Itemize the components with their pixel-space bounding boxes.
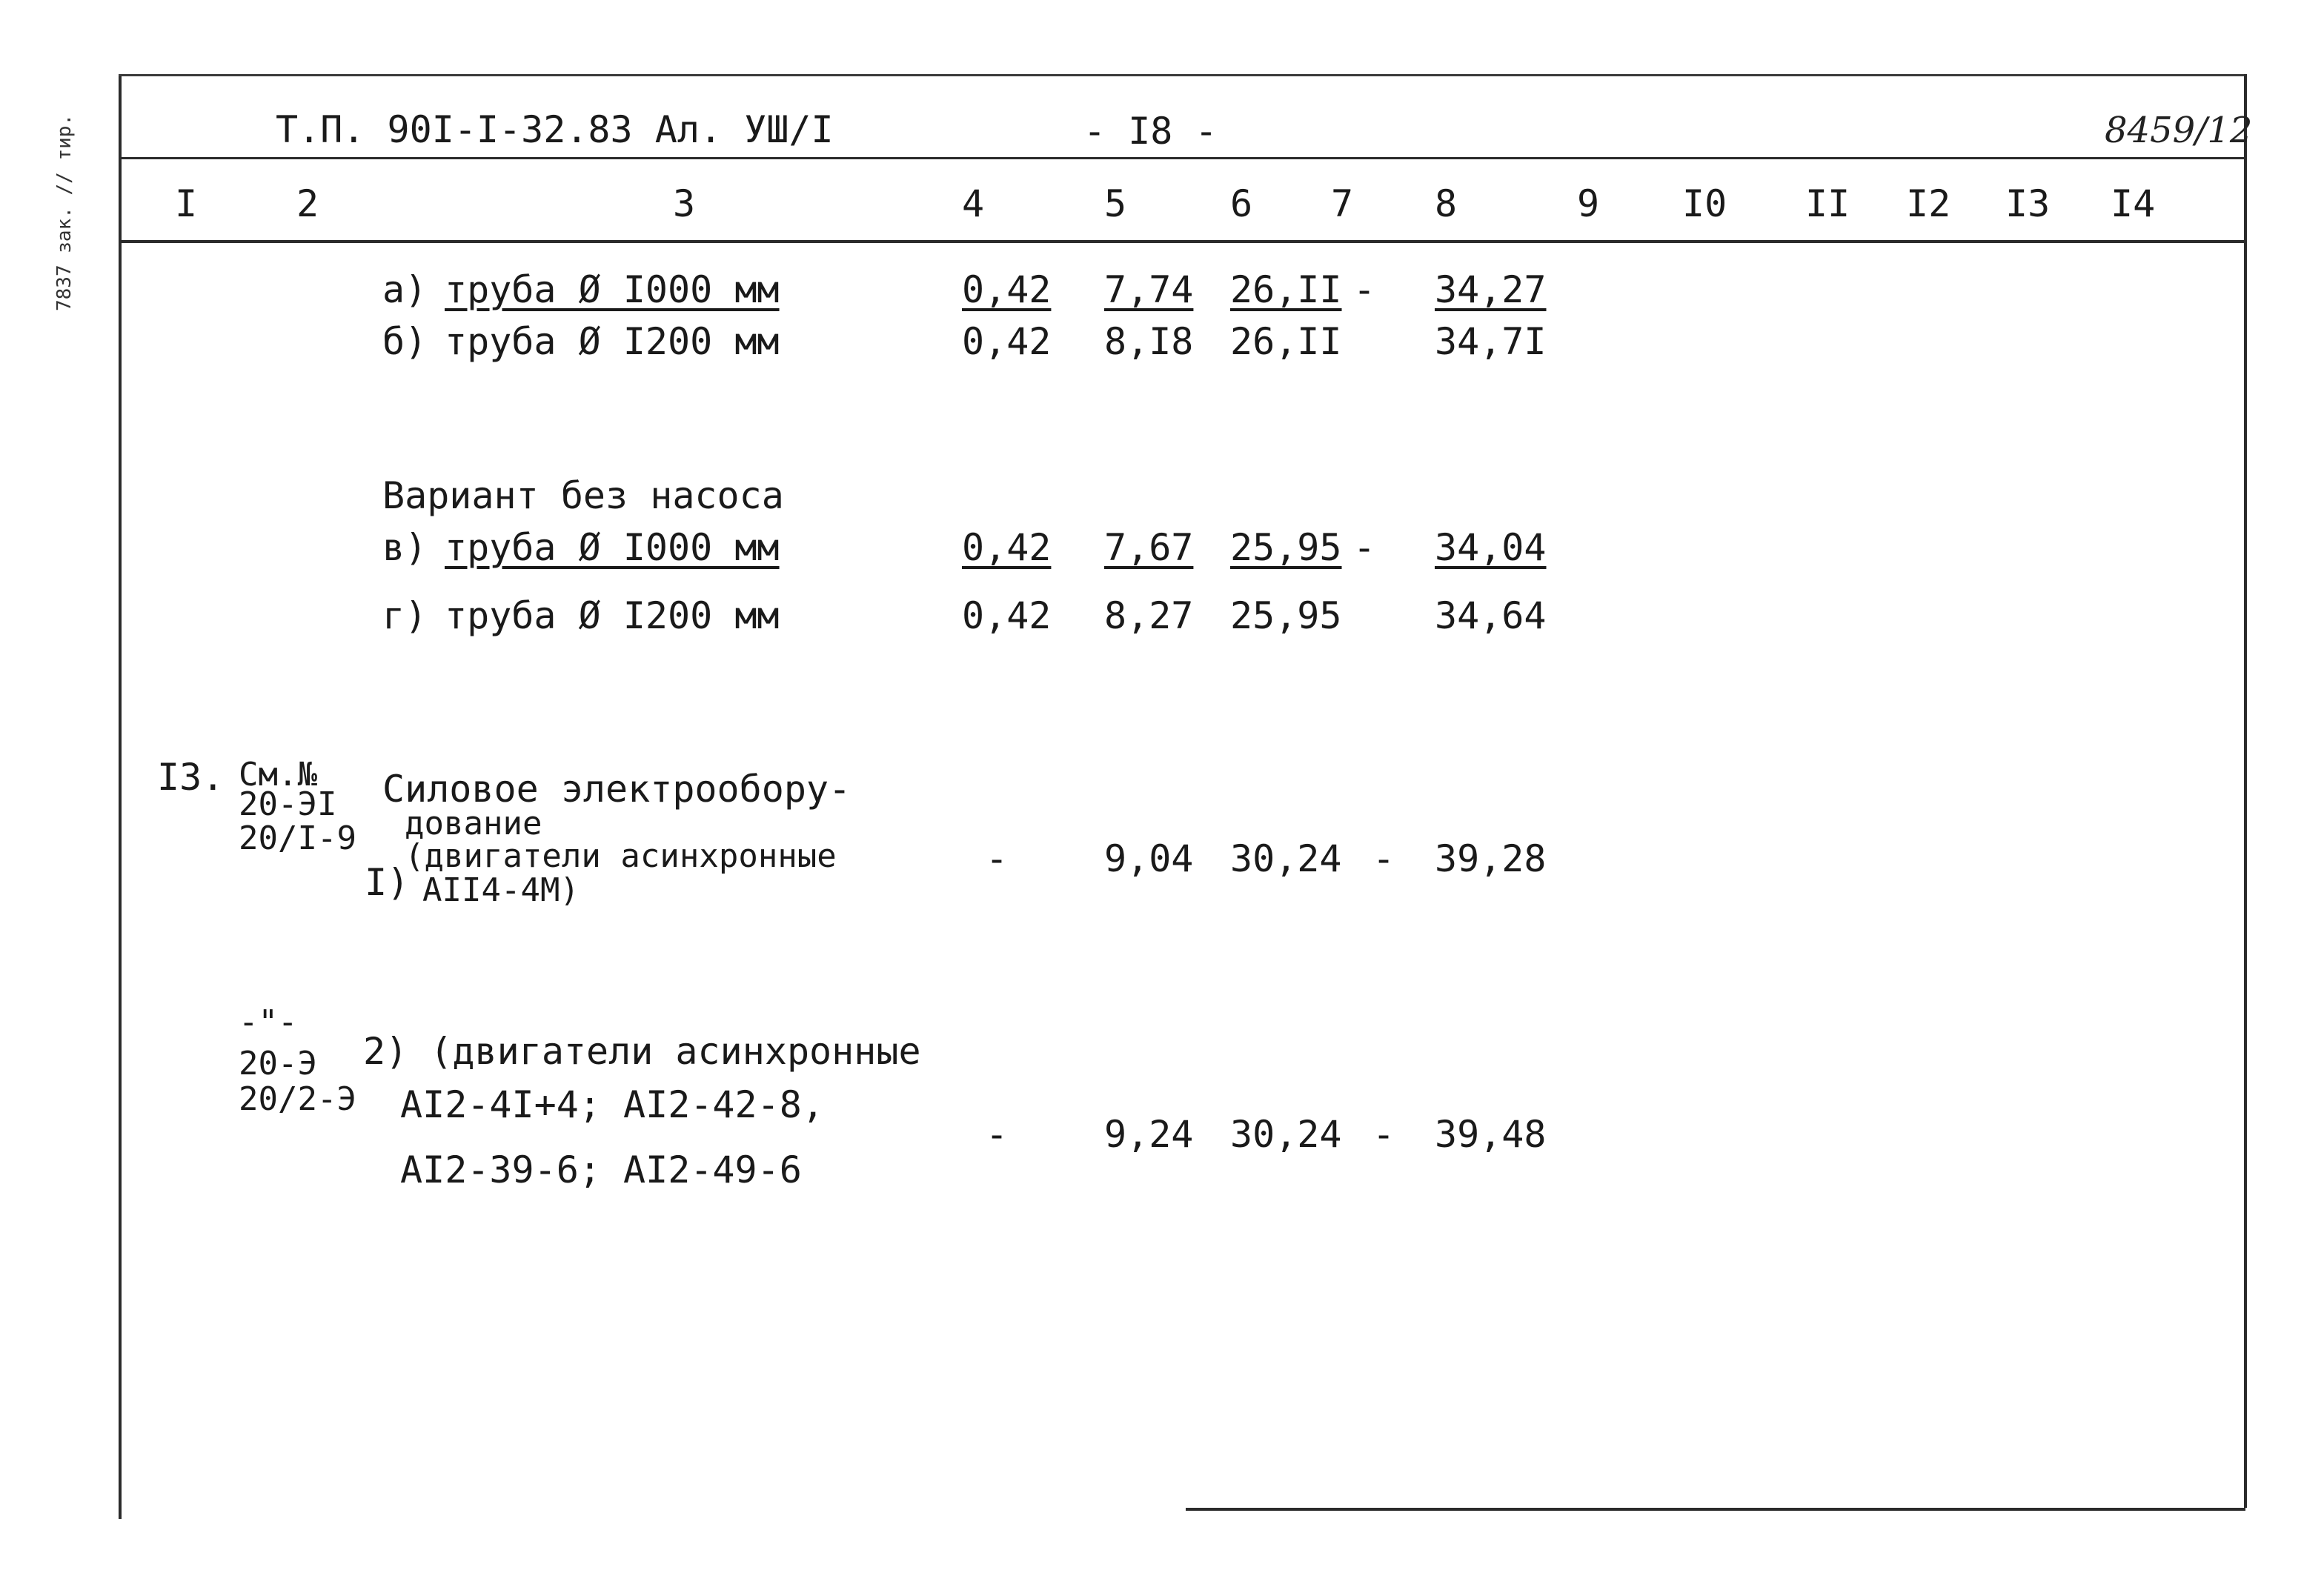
item-desc-1: 2) (двигатели асинхронные (363, 1030, 921, 1073)
item-number: I3. (157, 756, 225, 799)
cell-col5: 9,04 (1104, 837, 1194, 880)
row-label: а) (382, 268, 428, 311)
col-header-1: I (175, 182, 198, 225)
cell-col4: 0,42 (962, 268, 1052, 311)
row-label: б) (382, 320, 428, 363)
column-header-rule (122, 240, 2244, 243)
cell-col6: 25,95 (1230, 594, 1342, 637)
row-name: труба Ø I000 мм (445, 526, 780, 569)
reference-label: См.№ (239, 756, 317, 794)
cell-col8: 34,7I (1435, 320, 1547, 363)
col-header-3: 3 (673, 182, 696, 225)
cell-col8: 39,28 (1435, 837, 1547, 880)
col-header-14: I4 (2111, 182, 2156, 225)
col-header-12: I2 (1906, 182, 1951, 225)
cell-col6: 30,24 (1230, 1113, 1342, 1156)
cell-col8: 34,04 (1435, 526, 1547, 569)
margin-note: 7837 зак. // тир. (53, 113, 76, 311)
col-header-10: I0 (1682, 182, 1727, 225)
col-header-13: I3 (2005, 182, 2051, 225)
cell-col6: 26,II (1230, 320, 1342, 363)
col-header-4: 4 (962, 182, 985, 225)
item-desc-2: АI2-4I+4; АI2-42-8, (400, 1083, 824, 1126)
cell-col7: - (1372, 837, 1395, 880)
col-header-9: 9 (1577, 182, 1600, 225)
cell-col8: 34,64 (1435, 594, 1547, 637)
sub-desc: (двигатели асинхронные (405, 837, 837, 875)
cell-col5: 7,67 (1104, 526, 1194, 569)
cell-col8: 34,27 (1435, 268, 1547, 311)
frame-left (119, 74, 122, 1519)
frame-right (2244, 74, 2247, 1508)
cell-col6: 26,II (1230, 268, 1342, 311)
cell-col7: - (1372, 1113, 1395, 1156)
reference-code: 20-ЭI (239, 785, 337, 823)
cell-col5: 7,74 (1104, 268, 1194, 311)
cell-col5: 9,24 (1104, 1113, 1194, 1156)
row-name: труба Ø I000 мм (445, 268, 780, 311)
col-header-11: II (1805, 182, 1850, 225)
item-title-cont: дование (405, 805, 542, 842)
col-header-6: 6 (1230, 182, 1253, 225)
item-desc-3: АI2-39-6; АI2-49-6 (400, 1148, 802, 1191)
cell-col4: - (986, 837, 1009, 880)
header-rule (122, 157, 2244, 159)
frame-bottom (1186, 1508, 2245, 1511)
cell-col4: 0,42 (962, 320, 1052, 363)
col-header-7: 7 (1331, 182, 1354, 225)
cell-col4: - (986, 1113, 1009, 1156)
cell-col4: 0,42 (962, 594, 1052, 637)
cell-col7: - (1353, 526, 1376, 569)
cell-col5: 8,I8 (1104, 320, 1194, 363)
doc-reference: Т.П. 90I-I-32.83 Ал. УШ/I (276, 108, 834, 151)
col-header-2: 2 (296, 182, 319, 225)
cell-col6: 30,24 (1230, 837, 1342, 880)
item-title: Силовое электрообору- (382, 768, 851, 811)
col-header-5: 5 (1104, 182, 1127, 225)
ditto-mark: -"- (239, 1003, 298, 1041)
archive-stamp: 8459/12 (2105, 110, 2253, 151)
row-name: труба Ø I200 мм (445, 594, 780, 637)
cell-col5: 8,27 (1104, 594, 1194, 637)
row-label: г) (382, 594, 428, 637)
reference-code: 20-Э (239, 1045, 317, 1083)
row-label: в) (382, 526, 428, 569)
col-header-8: 8 (1435, 182, 1458, 225)
cell-col7: - (1353, 268, 1376, 311)
page-number: - I8 - (1083, 110, 1218, 153)
cell-col8: 39,48 (1435, 1113, 1547, 1156)
cell-col6: 25,95 (1230, 526, 1342, 569)
reference-sheet: 20/2-Э (239, 1080, 356, 1118)
row-name: труба Ø I200 мм (445, 320, 780, 363)
sub-label: I) (365, 861, 410, 904)
variant-title: Вариант без насоса (382, 474, 784, 517)
sub-desc-cont: АII4-4М) (422, 871, 580, 909)
frame-top (119, 74, 2245, 76)
reference-sheet: 20/I-9 (239, 819, 356, 857)
cell-col4: 0,42 (962, 526, 1052, 569)
